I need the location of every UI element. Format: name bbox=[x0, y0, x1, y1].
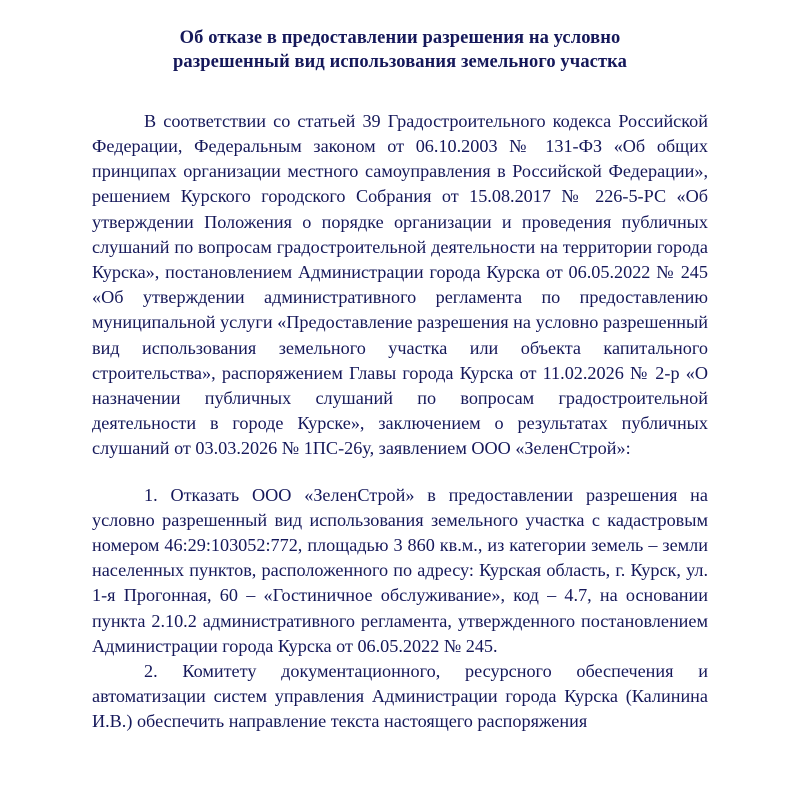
page-title-line-1: Об отказе в предоставлении разрешения на условно bbox=[179, 28, 621, 48]
page-title-line-2: разрешенный вид использования земельного участка bbox=[173, 52, 627, 73]
page-title bbox=[92, 26, 708, 75]
title-spacer bbox=[92, 75, 708, 109]
paragraph-item-1: 1. Отказать ООО «ЗеленСтрой» в предоставлении разрешения на условно разрешенный вид использования земельного участка с кадастровым номером 46:29:103052:772, площадью 3 860 кв.м., из категории земель – земли населенных пунктов, расположенного по адресу: Курская область, г. Курск, ул. 1-я Прогонная, 60 – «Гостиничное обслуживание», код – 4.7, на основании пункта 2.10.2 административного регламента, утвержденного постановлением Администрации города Курска от 06.05.2022 № 245. bbox=[92, 484, 708, 656]
paragraph-item-2: 2. Комитету документационного, ресурсного обеспечения и автоматизации систем управления Администрации города Курска (Калинина И.В.) обеспечить направление текста настоящего распоряжения bbox=[92, 661, 708, 732]
paragraph-spacer-1 bbox=[92, 462, 708, 483]
paragraph-preamble: В соответствии со статьей 39 Градостроительного кодекса Российской Федерации, Федеральным законом от 06.10.2003 № 131-ФЗ «Об общих принципах организации местного самоуправления в Российской Федерации», решением Курского городского Собрания от 15.08.2017 № 226-5-РС «Об утверждении Положения о порядке организации и проведения публичных слушаний по вопросам градостроительной деятельности на территории города Курска», постановлением Администрации города Курска от 06.05.2022 № 245 «Об утверждении административного регламента по предоставлению муниципальной услуги «Предоставление разрешения на условно разрешенный вид использования земельного участка или объекта капитального строительства», распоряжением Главы города Курска от 11.02.2026 № 2-р «О назначении публичных слушаний по вопросам градостроительной деятельности в городе Курске», заключением о результатах публичных слушаний от 03.03.2026 № 1ПС-26у, заявлением ООО «ЗеленСтрой»: bbox=[92, 110, 708, 459]
